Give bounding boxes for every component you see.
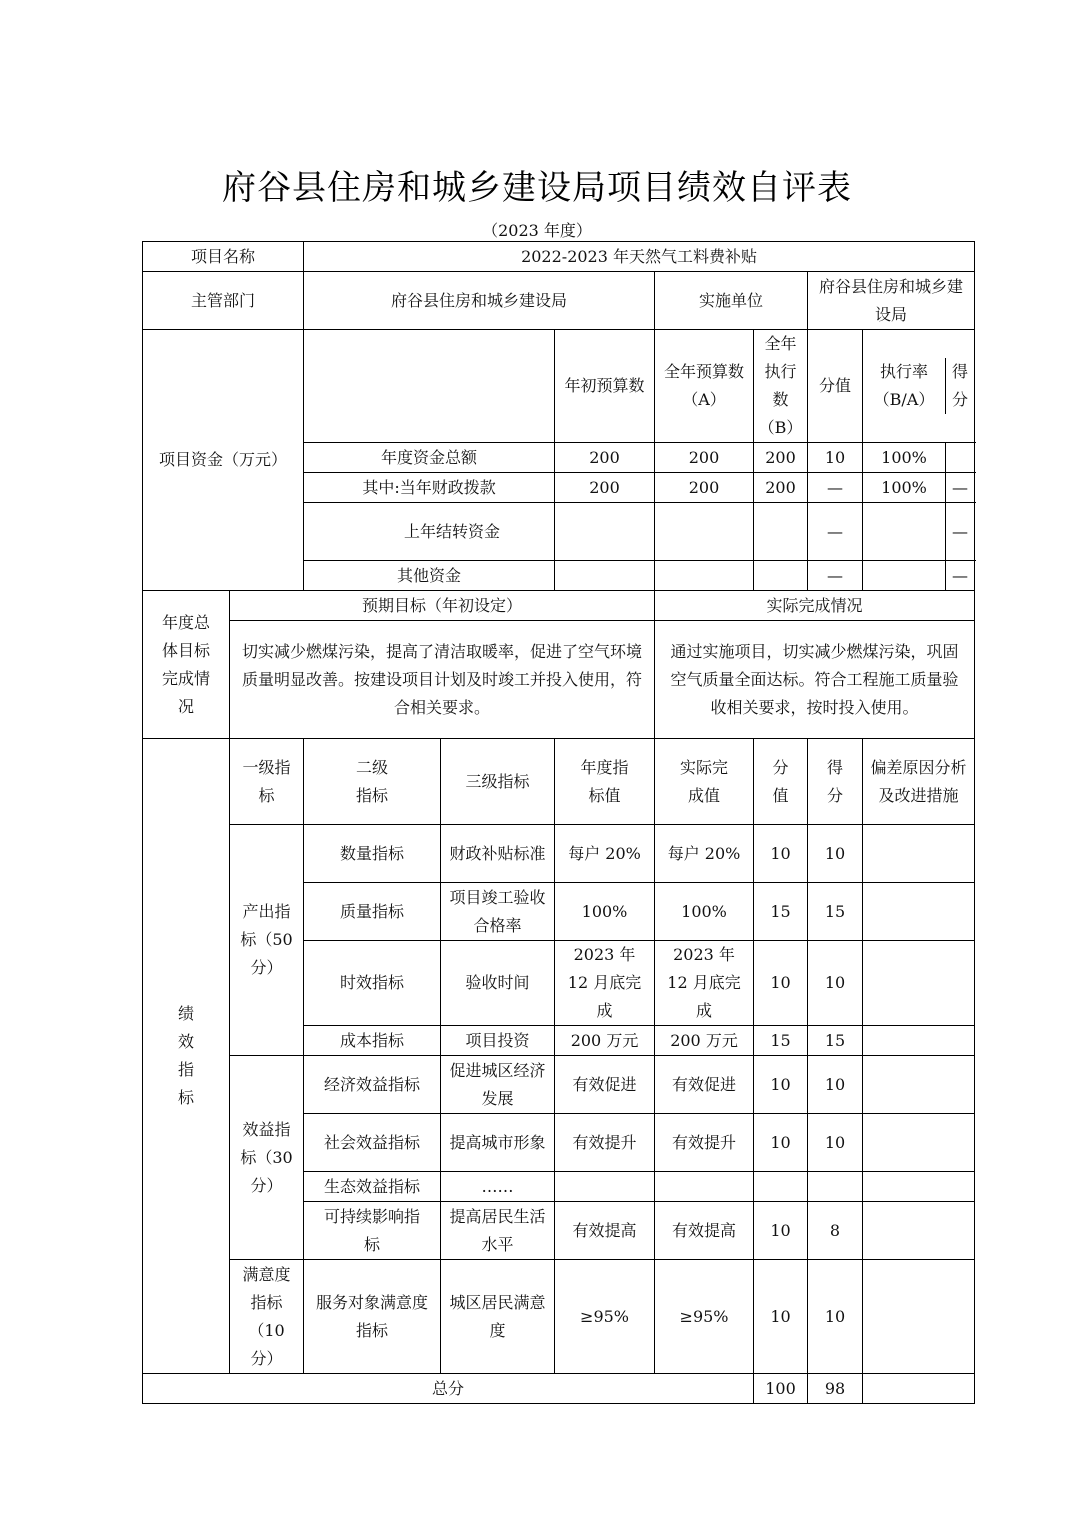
indicator-actual: 200 万元 — [655, 1026, 754, 1056]
indicator-level3: 促进城区经济发展 — [441, 1056, 555, 1114]
indicator-level3: 验收时间 — [441, 941, 555, 1026]
indicator-target — [555, 1172, 655, 1202]
indicator-score: 15 — [808, 1026, 863, 1056]
funds-row-score — [946, 443, 974, 472]
goals-expected-text: 切实减少燃煤污染，提高了清洁取暖率，促进了空气环境质量明显改善。按建设项目计划及时竣工并投入使用，符合相关要求。 — [230, 621, 655, 739]
funds-row-annual: 200 — [655, 443, 754, 473]
indicator-score: 15 — [808, 883, 863, 941]
page-title: 府谷县住房和城乡建设局项目绩效自评表 — [222, 168, 852, 208]
header-level2: 二级指标 — [304, 739, 441, 825]
indicator-target: 100% — [555, 883, 655, 941]
funds-row-rate-score — [863, 473, 975, 503]
indicator-actual: 每户 20% — [655, 825, 754, 883]
goals-actual-text: 通过实施项目，切实减少燃煤污染，巩固空气质量全面达标。符合工程施工质量验收相关要求，按时投入使用。 — [655, 621, 975, 739]
indicator-analysis — [863, 941, 975, 1026]
goals-header-row — [143, 591, 975, 621]
indicator-target: 有效提升 — [555, 1114, 655, 1172]
indicator-score-value — [754, 1172, 808, 1202]
project-name-row — [143, 242, 975, 272]
project-name-label: 项目名称 — [143, 242, 304, 272]
report-year: （2023 年度） — [482, 221, 592, 240]
indicator-analysis — [863, 1026, 975, 1056]
indicator-row — [143, 825, 975, 883]
funds-row-executed — [754, 503, 808, 561]
funds-row-rate — [863, 561, 946, 590]
indicator-target: 有效促进 — [555, 1056, 655, 1114]
indicator-level2: 可持续影响指标 — [304, 1202, 441, 1260]
indicator-score: 10 — [808, 941, 863, 1026]
indicator-level3: 项目投资 — [441, 1026, 555, 1056]
department-row — [143, 272, 975, 330]
indicator-level3: 项目竣工验收合格率 — [441, 883, 555, 941]
indicator-score: 10 — [808, 825, 863, 883]
indicator-score: 10 — [808, 1260, 863, 1374]
funds-row-score: — — [952, 477, 969, 497]
funds-row-name: 上年结转资金 — [304, 503, 555, 561]
funds-header-initial: 年初预算数 — [555, 330, 655, 443]
funds-row-score: — — [952, 521, 969, 541]
indicator-level2: 数量指标 — [304, 825, 441, 883]
dept-value: 府谷县住房和城乡建设局 — [304, 272, 655, 330]
indicator-target: 200 万元 — [555, 1026, 655, 1056]
funds-header-executed: 全年执行数（B） — [754, 330, 808, 443]
indicator-level2: 时效指标 — [304, 941, 441, 1026]
indicator-actual — [655, 1172, 754, 1202]
total-label: 总分 — [143, 1374, 754, 1404]
header-level3: 三级指标 — [441, 739, 555, 825]
header-score: 得分 — [808, 739, 863, 825]
funds-row-annual — [655, 503, 754, 561]
funds-header-rate-score — [863, 330, 975, 443]
funds-row-score-value: — — [808, 561, 863, 591]
indicator-row — [143, 1056, 975, 1114]
indicator-score: 8 — [808, 1202, 863, 1260]
funds-row-rate: 100% — [863, 473, 946, 502]
indicators-header-row — [143, 739, 975, 825]
indicator-actual: ≥95% — [655, 1260, 754, 1374]
indicator-analysis — [863, 1260, 975, 1374]
header-target: 年度指标值 — [555, 739, 655, 825]
funds-row-initial — [555, 561, 655, 591]
funds-row-rate: 100% — [863, 443, 946, 472]
indicator-level2: 经济效益指标 — [304, 1056, 441, 1114]
indicator-score-value: 10 — [754, 1056, 808, 1114]
funds-header-rate: 执行率（B/A） — [863, 358, 946, 414]
funds-row-name: 其他资金 — [304, 561, 555, 591]
funds-row-rate — [863, 503, 946, 560]
funds-row-score-value: — — [808, 473, 863, 503]
indicator-target: 每户 20% — [555, 825, 655, 883]
total-score-value: 100 — [754, 1374, 808, 1404]
funds-row-initial: 200 — [555, 443, 655, 473]
indicator-score-value: 10 — [754, 1260, 808, 1374]
funds-header-row — [143, 330, 975, 443]
goals-expected-header: 预期目标（年初设定） — [230, 591, 655, 621]
indicator-target: 2023 年 12 月底完成 — [555, 941, 655, 1026]
indicator-score-value: 10 — [754, 825, 808, 883]
indicator-actual: 有效提升 — [655, 1114, 754, 1172]
indicator-score-value: 10 — [754, 1114, 808, 1172]
funds-row-annual — [655, 561, 754, 591]
indicator-analysis — [863, 883, 975, 941]
indicator-score: 10 — [808, 1056, 863, 1114]
funds-row-initial — [555, 503, 655, 561]
funds-row-executed: 200 — [754, 443, 808, 473]
indicator-analysis — [863, 1056, 975, 1114]
performance-table — [142, 241, 975, 1404]
indicator-score: 10 — [808, 1114, 863, 1172]
funds-header-score-value: 分值 — [808, 330, 863, 443]
dept-label: 主管部门 — [143, 272, 304, 330]
indicator-score-value: 15 — [754, 883, 808, 941]
funds-header-blank — [304, 330, 555, 443]
indicator-level3: 提高城市形象 — [441, 1114, 555, 1172]
unit-label: 实施单位 — [655, 272, 808, 330]
header-actual: 实际完成值 — [655, 739, 754, 825]
indicator-score — [808, 1172, 863, 1202]
funds-row-initial: 200 — [555, 473, 655, 503]
funds-row-rate-score — [863, 503, 975, 561]
funds-header-score: 得分 — [952, 362, 969, 409]
indicator-actual: 有效促进 — [655, 1056, 754, 1114]
total-score: 98 — [808, 1374, 863, 1404]
group-output: 产出指标（50分） — [230, 825, 304, 1056]
funds-row-name: 其中:当年财政拨款 — [304, 473, 555, 503]
indicator-score-value: 10 — [754, 941, 808, 1026]
funds-row-score-value: 10 — [808, 443, 863, 473]
indicator-target: ≥95% — [555, 1260, 655, 1374]
indicator-target: 有效提高 — [555, 1202, 655, 1260]
indicator-actual: 2023 年 12 月底完成 — [655, 941, 754, 1026]
goals-actual-header: 实际完成情况 — [655, 591, 975, 621]
funds-row-score: — — [952, 565, 969, 585]
indicator-score-value: 15 — [754, 1026, 808, 1056]
total-analysis — [863, 1374, 975, 1404]
funds-row-score-value: — — [808, 503, 863, 561]
goals-content-row — [143, 621, 975, 739]
indicator-analysis — [863, 825, 975, 883]
total-row — [143, 1374, 975, 1404]
indicator-level2: 生态效益指标 — [304, 1172, 441, 1202]
indicators-label: 绩效指标 — [143, 739, 230, 1374]
indicator-level2: 成本指标 — [304, 1026, 441, 1056]
funds-row-executed — [754, 561, 808, 591]
header-analysis: 偏差原因分析及改进措施 — [863, 739, 975, 825]
indicator-level2: 质量指标 — [304, 883, 441, 941]
indicator-analysis — [863, 1172, 975, 1202]
funds-row-annual: 200 — [655, 473, 754, 503]
indicator-level2: 社会效益指标 — [304, 1114, 441, 1172]
indicator-analysis — [863, 1114, 975, 1172]
unit-value: 府谷县住房和城乡建设局 — [808, 272, 975, 330]
indicator-level2: 服务对象满意度指标 — [304, 1260, 441, 1374]
indicator-level3: 城区居民满意度 — [441, 1260, 555, 1374]
indicator-row — [143, 1260, 975, 1374]
group-benefit: 效益指标（30分） — [230, 1056, 304, 1260]
funds-label: 项目资金（万元） — [143, 330, 304, 591]
funds-row-rate-score — [863, 561, 975, 591]
funds-header-annual: 全年预算数（A） — [655, 330, 754, 443]
group-satisfaction: 满意度指标（10分） — [230, 1260, 304, 1374]
indicator-level3: 财政补贴标准 — [441, 825, 555, 883]
indicator-analysis — [863, 1202, 975, 1260]
goals-label: 年度总体目标完成情况 — [143, 591, 230, 739]
indicator-level3: 提高居民生活水平 — [441, 1202, 555, 1260]
funds-row-rate-score — [863, 443, 975, 473]
indicator-actual: 有效提高 — [655, 1202, 754, 1260]
project-name-value: 2022-2023 年天然气工料费补贴 — [304, 242, 975, 272]
indicator-level3: …… — [441, 1172, 555, 1202]
funds-row-executed: 200 — [754, 473, 808, 503]
header-score-value: 分值 — [754, 739, 808, 825]
funds-row-name: 年度资金总额 — [304, 443, 555, 473]
indicator-score-value: 10 — [754, 1202, 808, 1260]
header-level1: 一级指标 — [230, 739, 304, 825]
indicator-actual: 100% — [655, 883, 754, 941]
